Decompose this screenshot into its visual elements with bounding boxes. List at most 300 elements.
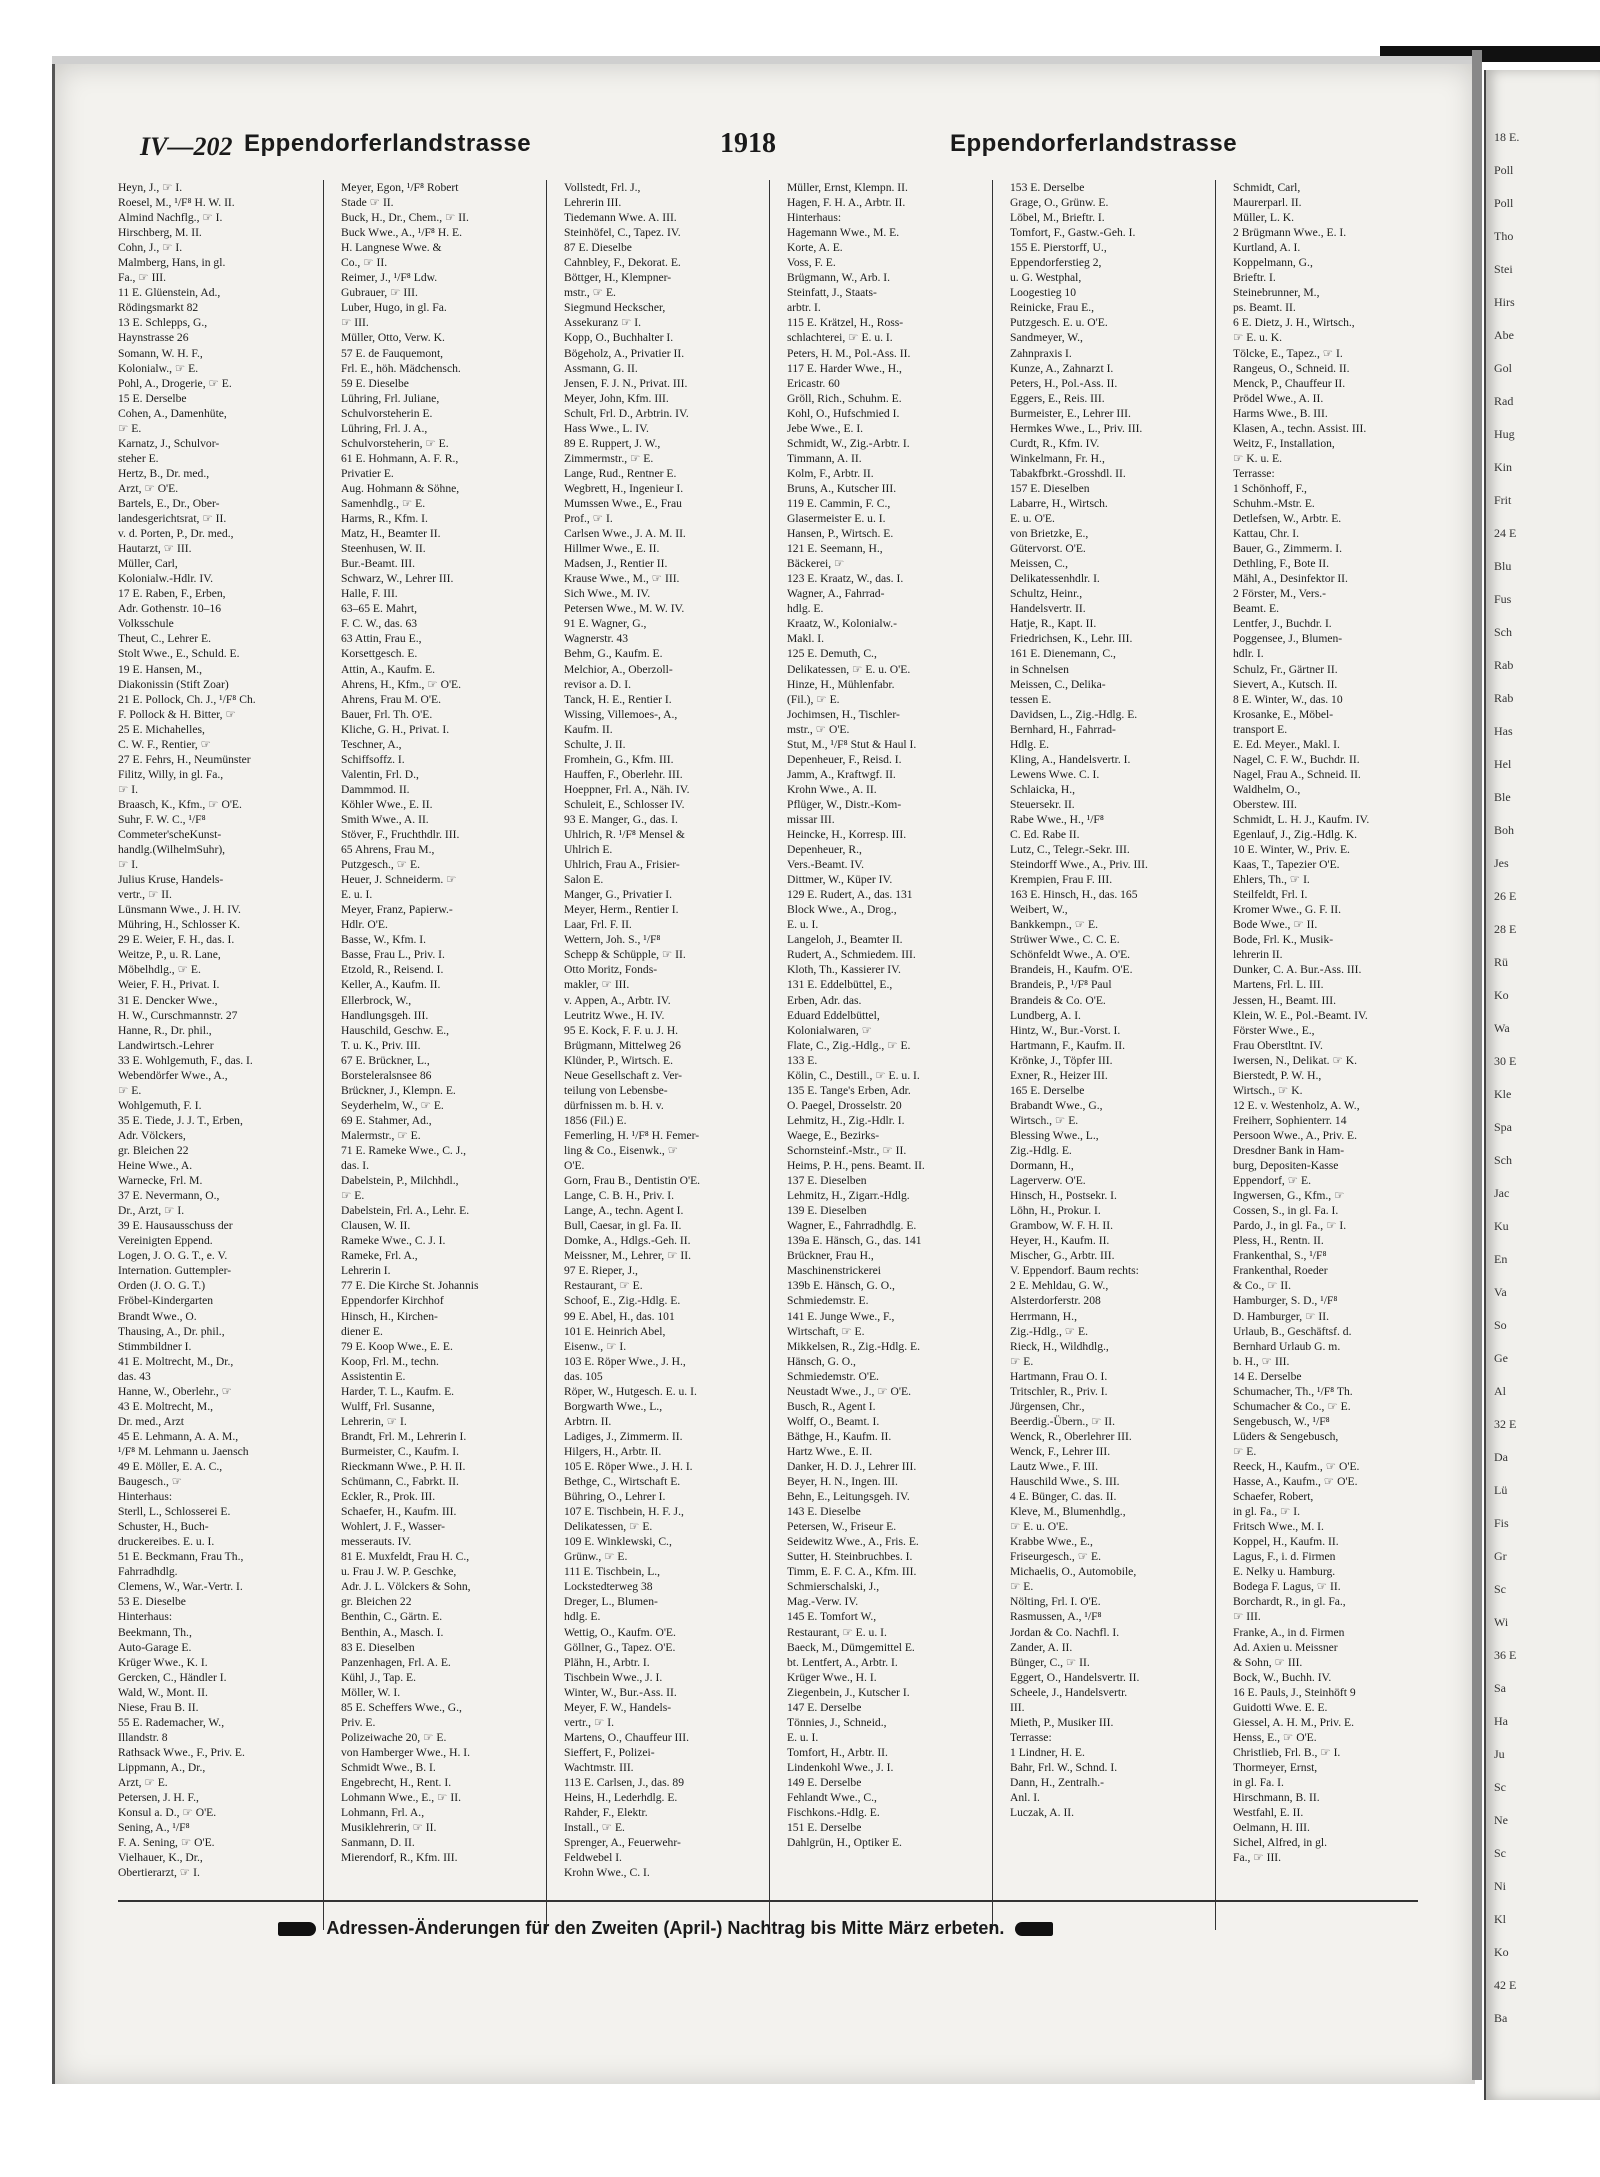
directory-entry-line: Gröll, Rich., Schuhm. E. xyxy=(787,391,902,405)
directory-entry-line: ☞ E. xyxy=(341,1189,365,1203)
directory-entry-line: Clemens, W., War.-Vertr. I. xyxy=(118,1580,243,1594)
directory-entry-line: Dunker, C. A. Bur.-Ass. III. xyxy=(1233,963,1362,977)
directory-entry-line: Köhler Wwe., E. II. xyxy=(341,797,433,811)
next-page-fragment: Sch xyxy=(1494,1153,1512,1167)
directory-entry-line: Kromer Wwe., G. F. II. xyxy=(1233,903,1342,917)
directory-entry-line: in gl. Fa. I. xyxy=(1233,1775,1284,1789)
directory-entry-line: Heuer, J. Schneiderm. ☞ xyxy=(341,873,457,887)
directory-entry-line: Eisenw., ☞ I. xyxy=(564,1339,627,1353)
directory-entry-line: Eppendorf, ☞ E. xyxy=(1233,1174,1312,1188)
directory-entry-line: Hinsch, H., Postsekr. I. xyxy=(1010,1189,1117,1203)
directory-entry-line: Weitze, P., u. R. Lane, xyxy=(118,948,221,962)
directory-entry-line: 14 E. Derselbe xyxy=(1233,1369,1302,1383)
directory-entry-line: Jensen, F. J. N., Privat. III. xyxy=(564,376,688,390)
directory-entry-line: Harms Wwe., B. III. xyxy=(1233,406,1328,420)
directory-entry-line: Frau Oberstltnt. IV. xyxy=(1233,1038,1323,1052)
directory-entry-line: Rahder, F., Elektr. xyxy=(564,1806,648,1820)
page-gutter xyxy=(1472,50,1482,2080)
directory-entry-line: Teschner, A., xyxy=(341,737,402,751)
directory-entry-line: Etzold, R., Reisend. I. xyxy=(341,963,444,977)
directory-entry-line: Luber, Hugo, in gl. Fa. xyxy=(341,301,447,315)
directory-entry-line: Blessing Wwe., L., xyxy=(1010,1128,1099,1142)
next-page-fragment: 24 E xyxy=(1494,526,1517,540)
directory-entry-line: Langeloh, J., Beamter II. xyxy=(787,933,903,947)
directory-entry-line: Koop, Frl. M., techn. xyxy=(341,1354,439,1368)
directory-entry-line: Klasen, A., techn. Assist. III. xyxy=(1233,421,1367,435)
directory-entry-line: Manger, G., Privatier I. xyxy=(564,888,673,902)
directory-entry-line: Steuersekr. II. xyxy=(1010,797,1075,811)
directory-entry-line: Bethge, C., Wirtschaft E. xyxy=(564,1475,681,1489)
directory-entry-line: 135 E. Tange's Erben, Adr. xyxy=(787,1083,911,1097)
directory-entry-line: 69 E. Stahmer, Ad., xyxy=(341,1113,432,1127)
directory-entry-line: arbtr. I. xyxy=(787,301,821,315)
next-page-fragment: Has xyxy=(1494,724,1513,738)
directory-entry-line: Hanne, R., Dr. phil., xyxy=(118,1023,212,1037)
directory-entry-line: Brandeis, H., Kaufm. O'E. xyxy=(1010,963,1133,977)
directory-entry-line: Tabakfbrkt.-Grosshdl. II. xyxy=(1010,466,1126,480)
directory-entry-line: Ericastr. 60 xyxy=(787,376,840,390)
directory-entry-line: Assistentin E. xyxy=(341,1369,406,1383)
directory-entry-line: E. u. O'E. xyxy=(1010,512,1055,526)
directory-entry-line: Sening, A., ¹/F⁸ xyxy=(118,1821,190,1835)
directory-entry-line: Lagerverw. O'E. xyxy=(1010,1174,1086,1188)
directory-entry-line: 39 E. Hausausschuss der xyxy=(118,1219,233,1233)
directory-entry-line: & Co., ☞ II. xyxy=(1233,1279,1292,1293)
directory-entry-line: Siegmund Heckscher, xyxy=(564,301,666,315)
directory-entry-line: Möller, W. I. xyxy=(341,1685,401,1699)
directory-entry-line: Mikkelsen, R., Zig.-Hdlg. E. xyxy=(787,1339,920,1353)
directory-entry-line: Borchardt, R., in gl. Fa., xyxy=(1233,1595,1346,1609)
directory-entry-line: Sterll, L., Schlosserei E. xyxy=(118,1505,231,1519)
directory-entry-line: Uhlrich, R. ¹/F⁸ Mensel & xyxy=(564,828,685,842)
directory-entry-line: steher E. xyxy=(118,451,159,465)
directory-entry-line: 131 E. Eddelbüttel, E., xyxy=(787,978,893,992)
next-page-fragment: Jac xyxy=(1494,1186,1510,1200)
directory-entry-line: Göllner, G., Tapez. O'E. xyxy=(564,1640,676,1654)
directory-entry-line: landesgerichtsrat, ☞ II. xyxy=(118,512,227,526)
directory-entry-line: Schulz, Fr., Gärtner II. xyxy=(1233,662,1338,676)
next-page-fragment: Boh xyxy=(1494,823,1515,837)
next-page-fragment: 26 E xyxy=(1494,889,1517,903)
next-page-fragment: Sc xyxy=(1494,1582,1506,1596)
next-page-fragment: Ha xyxy=(1494,1714,1508,1728)
next-page-fragment: 30 E xyxy=(1494,1054,1517,1068)
directory-entry-line: Schmiedemstr. E. xyxy=(787,1294,869,1308)
directory-entry-line: vertr., ☞ II. xyxy=(118,888,172,902)
directory-entry-line: Oberstew. III. xyxy=(1233,797,1297,811)
directory-entry-line: Henss, E., ☞ O'E. xyxy=(1233,1730,1317,1744)
directory-entry-line: Meyer, John, Kfm. III. xyxy=(564,391,669,405)
directory-entry-line: Petersen, J. H. F., xyxy=(118,1791,199,1805)
directory-entry-line: 163 E. Hinsch, H., das. 165 xyxy=(1010,888,1138,902)
directory-entry-line: Frankenthal, S., ¹/F⁸ xyxy=(1233,1249,1327,1263)
directory-entry-line: Reinicke, Frau E., xyxy=(1010,301,1095,315)
directory-entry-line: Waege, E., Bezirks- xyxy=(787,1128,880,1142)
directory-entry-line: 19 E. Hansen, M., xyxy=(118,662,203,676)
next-page-fragment: Kl xyxy=(1494,1912,1506,1926)
directory-entry-line: 165 E. Derselbe xyxy=(1010,1083,1085,1097)
directory-entry-line: Rangeus, O., Schneid. II. xyxy=(1233,361,1350,375)
directory-entry-line: Danker, H. D. J., Lehrer III. xyxy=(787,1459,917,1473)
directory-entry-line: 1856 (Fil.) E. xyxy=(564,1113,627,1127)
directory-entry-line: Block Wwe., A., Drog., xyxy=(787,903,897,917)
directory-entry-line: Bögeholz, A., Privatier II. xyxy=(564,346,685,360)
directory-entry-line: III. xyxy=(1010,1700,1025,1714)
directory-column-3 xyxy=(564,180,750,1930)
directory-entry-line: Lohmann Wwe., E., ☞ II. xyxy=(341,1791,461,1805)
directory-entry-line: Winkelmann, Fr. H., xyxy=(1010,451,1105,465)
directory-entry-line: Nagel, Frau A., Schneid. II. xyxy=(1233,767,1361,781)
directory-entry-line: 141 E. Junge Wwe., F., xyxy=(787,1309,895,1323)
next-page-fragment: Hug xyxy=(1494,427,1515,441)
directory-entry-line: Lüders & Sengebusch, xyxy=(1233,1429,1339,1443)
directory-entry-line: Müller, L. K. xyxy=(1233,211,1295,225)
directory-entry-line: E. u. I. xyxy=(787,918,819,932)
directory-entry-line: Dabelstein, P., Milchhdl., xyxy=(341,1174,459,1188)
directory-entry-line: 137 E. Dieselben xyxy=(787,1174,867,1188)
next-page-fragment: Gol xyxy=(1494,361,1512,375)
directory-entry-line: Delikatessen, ☞ E. u. O'E. xyxy=(787,662,911,676)
directory-entry-line: Ladiges, J., Zimmerm. II. xyxy=(564,1429,683,1443)
next-page-fragment: 36 E xyxy=(1494,1648,1517,1662)
directory-entry-line: Curdt, R., Kfm. IV. xyxy=(1010,436,1100,450)
directory-entry-line: Brügmann, Mittelweg 26 xyxy=(564,1038,681,1052)
directory-entry-line: 51 E. Beckmann, Frau Th., xyxy=(118,1550,244,1564)
directory-entry-line: in Schnelsen xyxy=(1010,662,1069,676)
directory-entry-line: v. Appen, A., Arbtr. IV. xyxy=(564,993,671,1007)
directory-entry-line: Domke, A., Hdlgs.-Geh. II. xyxy=(564,1234,691,1248)
directory-entry-line: Zig.-Hdlg., ☞ E. xyxy=(1010,1324,1089,1338)
directory-entry-line: Schönfeldt Wwe., A. O'E. xyxy=(1010,948,1131,962)
directory-entry-line: Uhlrich E. xyxy=(564,843,613,857)
directory-entry-line: Möbelhdlg., ☞ E. xyxy=(118,963,201,977)
directory-entry-line: Heyn, J., ☞ I. xyxy=(118,181,183,194)
directory-entry-line: Förster Wwe., E., xyxy=(1233,1023,1315,1037)
directory-entry-line: 55 E. Rademacher, W., xyxy=(118,1715,225,1729)
directory-entry-line: 115 E. Krätzel, H., Ross- xyxy=(787,316,904,330)
directory-entry-line: Ahrens, H., Kfm., ☞ O'E. xyxy=(341,677,462,691)
directory-entry-line: handlg.(WilhelmSuhr), xyxy=(118,843,226,857)
year-heading: 1918 xyxy=(720,128,776,159)
directory-entry-line: Clausen, W. II. xyxy=(341,1219,411,1233)
directory-entry-line: Heine Wwe., A. xyxy=(118,1159,193,1173)
directory-entry-line: Plähn, H., Arbtr. I. xyxy=(564,1655,650,1669)
directory-entry-line: Brandt, Frl. M., Lehrerin I. xyxy=(341,1429,467,1443)
directory-entry-line: ☞ E. xyxy=(118,1083,142,1097)
directory-entry-line: Kraatz, W., Kolonialw.- xyxy=(787,617,898,631)
directory-entry-line: 139a E. Hänsch, G., das. 141 xyxy=(787,1234,922,1248)
directory-entry-line: Steindorff Wwe., A., Priv. III. xyxy=(1010,858,1148,872)
directory-entry-line: 105 E. Röper Wwe., J. H. I. xyxy=(564,1459,693,1473)
directory-entry-line: Poggensee, J., Blumen- xyxy=(1233,632,1343,646)
directory-column-5 xyxy=(1010,180,1196,1930)
directory-entry-line: Filitz, Willy, in gl. Fa., xyxy=(118,767,224,781)
directory-entry-line: Malmberg, Hans, in gl. xyxy=(118,256,226,270)
directory-entry-line: Lühring, Frl. Juliane, xyxy=(341,391,440,405)
directory-entry-line: Brügmann, W., Arb. I. xyxy=(787,271,891,285)
directory-entry-line: Kaufm. II. xyxy=(564,722,613,736)
directory-entry-line: Wettig, O., Kaufm. O'E. xyxy=(564,1625,676,1639)
directory-entry-line: Harder, T. L., Kaufm. E. xyxy=(341,1384,455,1398)
directory-entry-line: Diakonissin (Stift Zoar) xyxy=(118,677,229,691)
directory-entry-line: 139 E. Dieselben xyxy=(787,1204,867,1218)
directory-entry-line: Hautarzt, ☞ III. xyxy=(118,542,192,556)
directory-entry-line: Guidotti Wwe. E. E. xyxy=(1233,1700,1328,1714)
next-page-fragment: Frit xyxy=(1494,493,1512,507)
directory-entry-line: Mag.-Verw. IV. xyxy=(787,1595,859,1609)
directory-entry-line: Schwarz, W., Lehrer III. xyxy=(341,572,454,586)
directory-entry-line: 111 E. Tischbein, L., xyxy=(564,1565,661,1579)
directory-entry-line: Steilfeldt, Frl. I. xyxy=(1233,888,1308,902)
directory-entry-line: 35 E. Tiede, J. J. T., Erben, xyxy=(118,1113,243,1127)
next-page-fragment: Da xyxy=(1494,1450,1508,1464)
directory-entry-line: Wenck, R., Oberlehrer III. xyxy=(1010,1429,1132,1443)
directory-entry-line: das. 43 xyxy=(118,1369,151,1383)
directory-entry-line: Beamt. E. xyxy=(1233,602,1280,616)
directory-entry-line: Lehrerin III. xyxy=(564,196,622,210)
directory-entry-line: Somann, W. H. F., xyxy=(118,346,203,360)
directory-entry-line: Müller, Ernst, Klempn. II. xyxy=(787,181,908,194)
directory-entry-line: Bruns, A., Kutscher III. xyxy=(787,481,897,495)
directory-entry-line: Borgwarth Wwe., L., xyxy=(564,1399,663,1413)
next-page-fragment: Poll xyxy=(1494,163,1514,177)
directory-entry-line: Lautz Wwe., F. III. xyxy=(1010,1459,1099,1473)
directory-entry-line: Bernhard, H., Fahrrad- xyxy=(1010,722,1116,736)
directory-entry-line: 95 E. Kock, F. F. u. J. H. xyxy=(564,1023,679,1037)
directory-entry-line: Arbtrn. II. xyxy=(564,1414,612,1428)
directory-entry-line: 85 E. Scheffers Wwe., G., xyxy=(341,1700,462,1714)
directory-entry-line: Thausing, A., Dr. phil., xyxy=(118,1324,225,1338)
directory-entry-line: Meyer, Herm., Rentier I. xyxy=(564,903,679,917)
directory-entry-line: Valentin, Frl. D., xyxy=(341,767,419,781)
directory-entry-line: Hauschild Wwe., S. III. xyxy=(1010,1475,1120,1489)
directory-entry-line: 2 E. Mehldau, G. W., xyxy=(1010,1279,1109,1293)
directory-entry-line: 4 E. Bünger, C. das. II. xyxy=(1010,1490,1117,1504)
directory-entry-line: Putzgesch. E. u. O'E. xyxy=(1010,316,1108,330)
directory-entry-line: Dormann, H., xyxy=(1010,1159,1074,1173)
directory-entry-line: 145 E. Tomfort W., xyxy=(787,1610,877,1624)
directory-entry-line: 109 E. Winklewski, C., xyxy=(564,1535,672,1549)
directory-entry-line: Melchior, A., Oberzoll- xyxy=(564,662,673,676)
directory-entry-line: & Sohn, ☞ III. xyxy=(1233,1655,1303,1669)
directory-entry-line: Jürgensen, Chr., xyxy=(1010,1399,1085,1413)
directory-entry-line: 91 E. Wagner, G., xyxy=(564,617,647,631)
directory-entry-line: Meyer, Franz, Papierw.- xyxy=(341,903,453,917)
next-page-fragment: Fus xyxy=(1494,592,1512,606)
directory-entry-line: Fromhein, G., Kfm. III. xyxy=(564,752,674,766)
directory-entry-line: Kleve, M., Blumenhdlg., xyxy=(1010,1505,1126,1519)
directory-entry-line: E. Nelky u. Hamburg. xyxy=(1233,1565,1336,1579)
next-page-fragment: Tho xyxy=(1494,229,1514,243)
directory-entry-line: Cossen, S., in gl. Fa. I. xyxy=(1233,1204,1339,1218)
directory-entry-line: Hauffen, F., Oberlehr. III. xyxy=(564,767,683,781)
directory-entry-line: u. Frau J. W. P. Geschke, xyxy=(341,1565,457,1579)
directory-entry-line: revisor a. D. I. xyxy=(564,677,631,691)
directory-entry-line: in gl. Fa., ☞ I. xyxy=(1233,1505,1301,1519)
directory-entry-line: E. u. I. xyxy=(341,888,373,902)
directory-entry-line: (Fil.), ☞ E. xyxy=(787,692,840,706)
directory-entry-line: Martens, Frl. L. III. xyxy=(1233,978,1324,992)
directory-entry-line: C. Ed. Rabe II. xyxy=(1010,828,1080,842)
directory-entry-line: Volksschule xyxy=(118,617,174,631)
directory-entry-line: Schiffsoffz. I. xyxy=(341,752,405,766)
directory-entry-line: Schümann, C., Fabrkt. II. xyxy=(341,1475,459,1489)
directory-entry-line: Auto-Garage E. xyxy=(118,1640,192,1654)
directory-entry-line: Roesel, M., ¹/F⁸ H. W. II. xyxy=(118,196,235,210)
directory-entry-line: Handlungsgeh. III. xyxy=(341,1008,429,1022)
directory-entry-line: Christlieb, Frl. B., ☞ I. xyxy=(1233,1745,1341,1759)
directory-entry-line: Rieckmann Wwe., P. H. II. xyxy=(341,1459,466,1473)
next-page-fragment: Ge xyxy=(1494,1351,1508,1365)
directory-entry-line: das. I. xyxy=(341,1159,370,1173)
directory-entry-line: Niese, Frau B. II. xyxy=(118,1700,199,1714)
directory-entry-line: Müller, Otto, Verw. K. xyxy=(341,331,445,345)
directory-entry-line: 143 E. Dieselbe xyxy=(787,1505,861,1519)
directory-entry-line: Lehmitz, H., Zigarr.-Hdlg. xyxy=(787,1189,910,1203)
directory-entry-line: Röper, W., Hutgesch. E. u. I. xyxy=(564,1384,697,1398)
directory-entry-line: Lagus, F., i. d. Firmen xyxy=(1233,1550,1336,1564)
directory-entry-line: Suhr, F. W. C., ¹/F⁸ xyxy=(118,812,206,826)
directory-entry-line: Bäckerei, ☞ xyxy=(787,557,845,571)
directory-entry-line: Korsettgesch. E. xyxy=(341,647,418,661)
directory-entry-line: Ad. Axien u. Meissner xyxy=(1233,1640,1338,1654)
directory-entry-line: 97 E. Rieper, J., xyxy=(564,1264,638,1278)
directory-entry-line: Eppendorfer Kirchhof xyxy=(341,1294,444,1308)
directory-entry-line: Jamm, A., Kraftwgf. II. xyxy=(787,767,896,781)
directory-entry-line: 149 E. Derselbe xyxy=(787,1775,862,1789)
directory-entry-line: Bäthge, H., Kaufm. II. xyxy=(787,1429,892,1443)
directory-entry-line: D. Hamburger, ☞ II. xyxy=(1233,1309,1329,1323)
directory-entry-line: F. Pollock & H. Bitter, ☞ xyxy=(118,707,236,721)
directory-entry-line: Luczak, A. II. xyxy=(1010,1806,1075,1820)
directory-entry-line: Zander, A. II. xyxy=(1010,1640,1073,1654)
directory-entry-line: Heincke, H., Korresp. III. xyxy=(787,828,907,842)
directory-entry-line: Böttger, H., Klempner- xyxy=(564,271,672,285)
directory-entry-line: Wald, W., Mont. II. xyxy=(118,1685,208,1699)
directory-entry-line: Eckler, R., Prok. III. xyxy=(341,1490,436,1504)
directory-entry-line: Timm, E. F. C. A., Kfm. III. xyxy=(787,1565,917,1579)
directory-entry-line: Gercken, C., Händler I. xyxy=(118,1670,227,1684)
directory-entry-line: 8 E. Winter, W., das. 10 xyxy=(1233,692,1343,706)
directory-entry-line: Tanck, H. E., Rentier I. xyxy=(564,692,672,706)
directory-entry-line: Schuster, H., Buch- xyxy=(118,1520,209,1534)
directory-entry-line: Hagemann Wwe., M. E. xyxy=(787,226,900,240)
directory-entry-line: Petersen Wwe., M. W. IV. xyxy=(564,602,685,616)
pointing-hand-icon xyxy=(1015,1922,1053,1936)
directory-entry-line: Kölin, C., Destill., ☞ E. u. I. xyxy=(787,1068,920,1082)
directory-entry-line: Ziegenbein, J., Kutscher I. xyxy=(787,1685,910,1699)
directory-entry-line: Reimer, J., ¹/F⁸ Ldw. xyxy=(341,271,438,285)
directory-entry-line: Terrasse: xyxy=(1233,466,1275,480)
directory-entry-line: 45 E. Lehmann, A. A. M., xyxy=(118,1429,239,1443)
directory-entry-line: Logen, J. O. G. T., e. V. xyxy=(118,1249,228,1263)
directory-entry-line: Assmann, G. II. xyxy=(564,361,638,375)
directory-entry-line: Pohl, A., Drogerie, ☞ E. xyxy=(118,376,232,390)
directory-entry-line: Baugesch., ☞ xyxy=(118,1475,183,1489)
next-page-fragment: Wi xyxy=(1494,1615,1509,1629)
directory-entry-line: Adr. Völckers, xyxy=(118,1128,186,1142)
directory-entry-line: Hdlr. O'E. xyxy=(341,918,388,932)
directory-entry-line: Wirtsch., ☞ E. xyxy=(1010,1113,1079,1127)
directory-entry-line: Samenhdlg., ☞ E. xyxy=(341,496,426,510)
directory-entry-line: 21 E. Pollock, Ch. J., ¹/F⁸ Ch. xyxy=(118,692,256,706)
directory-entry-line: Schoof, E., Zig.-Hdlg. E. xyxy=(564,1294,681,1308)
directory-entry-line: Wulff, Frl. Susanne, xyxy=(341,1399,435,1413)
next-page-fragment: Gr xyxy=(1494,1549,1507,1563)
directory-entry-line: Adr. J. L. Völckers & Sohn, xyxy=(341,1580,471,1594)
directory-entry-line: 63 Attin, Frau E., xyxy=(341,632,422,646)
directory-entry-line: F. C. W., das. 63 xyxy=(341,617,418,631)
directory-entry-line: Sutter, H. Steinbruchbes. I. xyxy=(787,1550,913,1564)
directory-entry-line: Bode Wwe., ☞ II. xyxy=(1233,918,1318,932)
directory-entry-line: Haynstrasse 26 xyxy=(118,331,189,345)
directory-entry-line: ☞ E. xyxy=(1233,1444,1257,1458)
directory-entry-line: Basse, W., Kfm. I. xyxy=(341,933,427,947)
directory-entry-line: ☞ I. xyxy=(118,858,139,872)
directory-entry-line: 1 Schönhoff, F., xyxy=(1233,481,1307,495)
directory-entry-line: Ingwersen, G., Kfm., ☞ xyxy=(1233,1189,1345,1203)
directory-entry-line: Wolff, O., Beamt. I. xyxy=(787,1414,880,1428)
directory-entry-line: Seidewitz Wwe., A., Fris. E. xyxy=(787,1535,919,1549)
next-page-fragment: Ni xyxy=(1494,1879,1506,1893)
directory-entry-line: Obertierarzt, ☞ I. xyxy=(118,1866,200,1880)
directory-entry-line: Löbel, M., Brieftr. I. xyxy=(1010,211,1105,225)
directory-entry-line: Kolonialw.-Hdlr. IV. xyxy=(118,572,213,586)
directory-entry-line: Hasse, A., Kaufm., ☞ O'E. xyxy=(1233,1475,1358,1489)
directory-entry-line: Fahrradhdlg. xyxy=(118,1565,178,1579)
directory-entry-line: Jordan & Co. Nachfl. I. xyxy=(1010,1625,1120,1639)
directory-entry-line: Frl. E., höh. Mädchensch. xyxy=(341,361,461,375)
directory-entry-line: Wohlert, J. F., Wasser- xyxy=(341,1520,445,1534)
directory-entry-line: Behm, G., Kaufm. E. xyxy=(564,647,663,661)
next-page-fragment: 32 E xyxy=(1494,1417,1517,1431)
directory-entry-line: H. W., Curschmannstr. 27 xyxy=(118,1008,238,1022)
directory-entry-line: Schmidt, L. H. J., Kaufm. IV. xyxy=(1233,812,1370,826)
directory-entry-line: Peters, H., Pol.-Ass. II. xyxy=(1010,376,1118,390)
directory-entry-line: Hartmann, Frau O. I. xyxy=(1010,1369,1108,1383)
directory-entry-line: Krüger Wwe., K. I. xyxy=(118,1655,208,1669)
directory-entry-line: O'E. xyxy=(564,1159,585,1173)
directory-entry-line: Kloth, Th., Kassierer IV. xyxy=(787,963,901,977)
next-page-fragment: Ko xyxy=(1494,988,1509,1002)
directory-entry-line: Beyer, H. N., Ingen. III. xyxy=(787,1475,898,1489)
directory-entry-line: Stimmbildner I. xyxy=(118,1339,192,1353)
directory-entry-line: Rabe Wwe., H., ¹/F⁸ xyxy=(1010,812,1104,826)
directory-entry-line: Bodega F. Lagus, ☞ II. xyxy=(1233,1580,1341,1594)
directory-entry-line: 83 E. Dieselben xyxy=(341,1640,415,1654)
directory-entry-line: Schulte, J. II. xyxy=(564,737,626,751)
directory-entry-line: 101 E. Heinrich Abel, xyxy=(564,1324,666,1338)
directory-entry-line: E. Ed. Meyer., Makl. I. xyxy=(1233,737,1340,751)
directory-entry-line: Hänsch, G. O., xyxy=(787,1354,856,1368)
page-number: IV—202 xyxy=(140,132,233,161)
directory-entry-line: Brandeis, P., ¹/F⁸ Paul xyxy=(1010,978,1112,992)
directory-entry-line: 12 E. v. Westenholz, A. W., xyxy=(1233,1098,1360,1112)
directory-entry-line: Sandmeyer, W., xyxy=(1010,331,1083,345)
column-divider xyxy=(323,180,324,1930)
directory-entry-line: Hauschild, Geschw. E., xyxy=(341,1023,450,1037)
directory-entry-line: 11 E. Glüenstein, Ad., xyxy=(118,286,221,300)
directory-entry-line: Tischbein Wwe., J. I. xyxy=(564,1670,663,1684)
directory-entry-line: ☞ III. xyxy=(341,316,369,330)
directory-entry-line: Handelsvertr. II. xyxy=(1010,602,1086,616)
directory-entry-line: Schult, Frl. D., Arbtrin. IV. xyxy=(564,406,689,420)
directory-entry-line: 133 E. xyxy=(787,1053,818,1067)
directory-entry-line: Internation. Guttempler- xyxy=(118,1264,232,1278)
directory-entry-line: Madsen, J., Rentier II. xyxy=(564,557,668,571)
directory-entry-line: Wagner, A., Fahrrad- xyxy=(787,587,885,601)
directory-entry-line: ☞ E. xyxy=(1010,1354,1034,1368)
